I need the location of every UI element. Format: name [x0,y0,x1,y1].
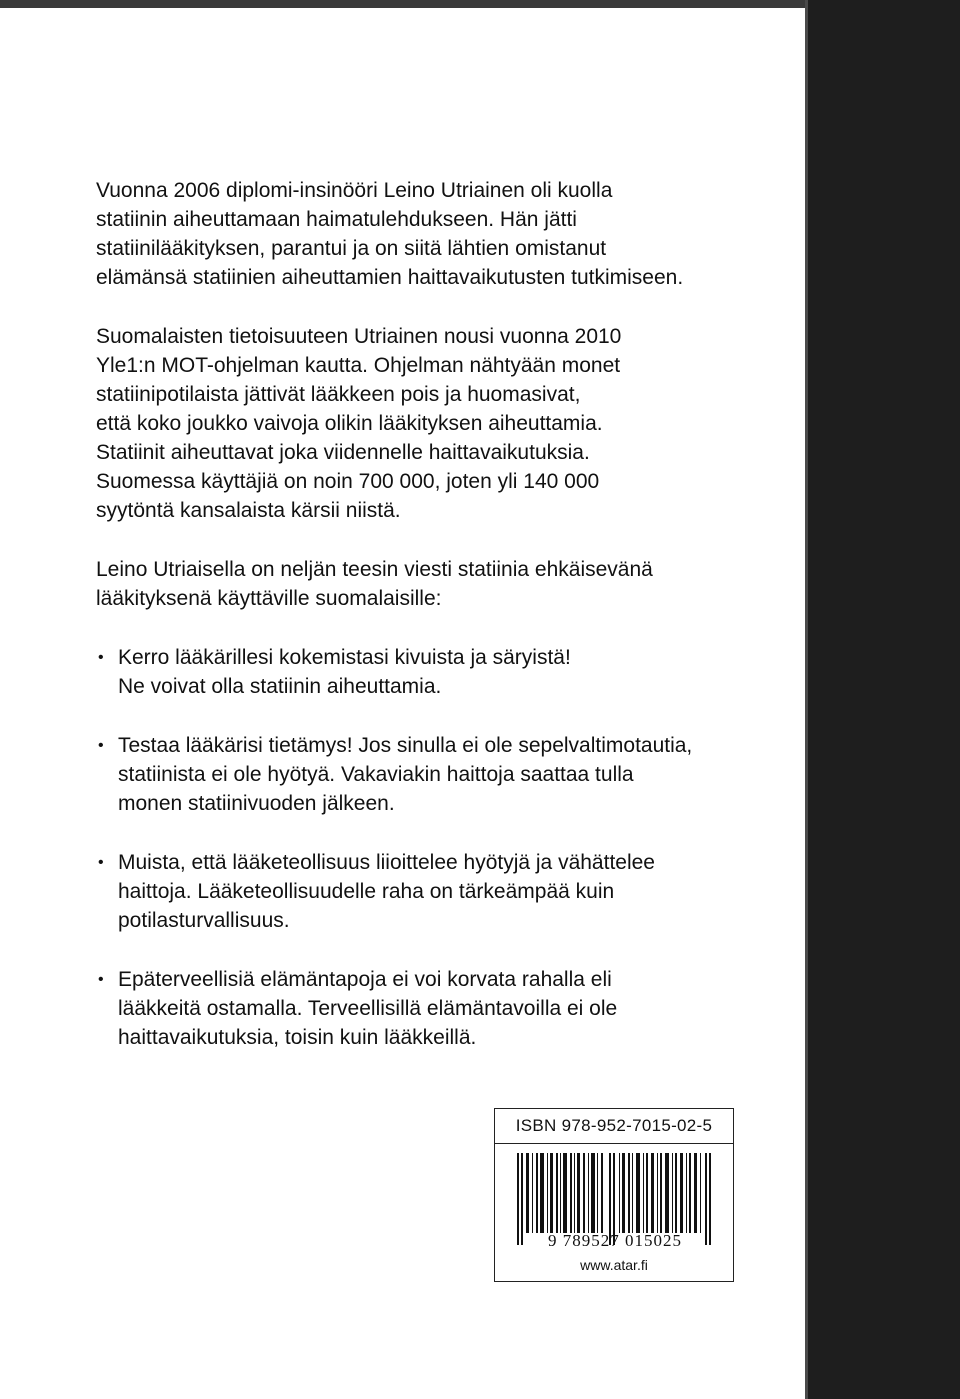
publisher-url: www.atar.fi [580,1257,648,1273]
isbn-barcode-box [494,1108,734,1282]
list-item [96,965,736,1052]
list-item-text: Testaa lääkärisi tietämys! Jos sinulla ei ole sepelvaltimotautia, statiinista ei ole hyötyä. Vakaviakin haittoja saattaa tulla monen statiinivuoden jälkeen. [118,734,693,815]
list-item [96,848,736,935]
bullet-dot: • [98,854,104,871]
list-item-text: Muista, että lääketeollisuus liioittelee hyötyjä ja vähättelee haittoja. Lääketeollisuudelle raha on tärkeämpää kuin potilasturvallisuus. [118,851,655,932]
list-item-text: Kerro lääkärillesi kokemistasi kivuista ja säryistä! Ne voivat olla statiinin aiheuttamia. [118,646,571,698]
bullet-dot: • [98,649,104,666]
paragraph-3: Leino Utriaisella on neljän teesin viesti statiinia ehkäisevänä lääkityksenä käyttäville suomalaisille: [96,558,653,610]
bullet-dot: • [98,737,104,754]
paragraph-2: Suomalaisten tietoisuuteen Utriainen nousi vuonna 2010 Yle1:n MOT-ohjelman kautta. Ohjelman nähtyään monet statiinipotilaista jättivät lääkkeen pois ja huomasivat, että koko joukko vaivoja olikin lääkityksen aiheuttamia. Statiinit aiheuttavat joka viidennelle haittavaikutuksia. Suomessa käyttäjiä on noin 700 000, joten yli 140 000 syytöntä kansalaista kärsii niistä. [96,325,622,522]
bullet-dot: • [98,971,104,988]
isbn-label: ISBN 978-952-7015-02-5 [495,1109,733,1144]
list-item [96,643,736,701]
barcode-digits: 9 789527 015025 [548,1231,682,1250]
paragraph-1: Vuonna 2006 diplomi-insinööri Leino Utriainen oli kuolla statiinin aiheuttamaan haimatulehdukseen. Hän jätti statiinilääkityksen, parantui ja on siitä lähtien omistanut elämänsä statiinien aiheuttamien haittavaikutusten tutkimiseen. [96,179,684,289]
back-cover-text [96,176,736,1082]
list-item [96,731,736,818]
book-spine [808,0,960,1399]
list-item-text: Epäterveellisiä elämäntapoja ei voi korvata rahalla eli lääkkeitä ostamalla. Terveellisillä elämäntavoilla ei ole haittavaikutuksia, toisin kuin lääkkeillä. [118,968,618,1049]
thesis-list [96,643,736,1052]
